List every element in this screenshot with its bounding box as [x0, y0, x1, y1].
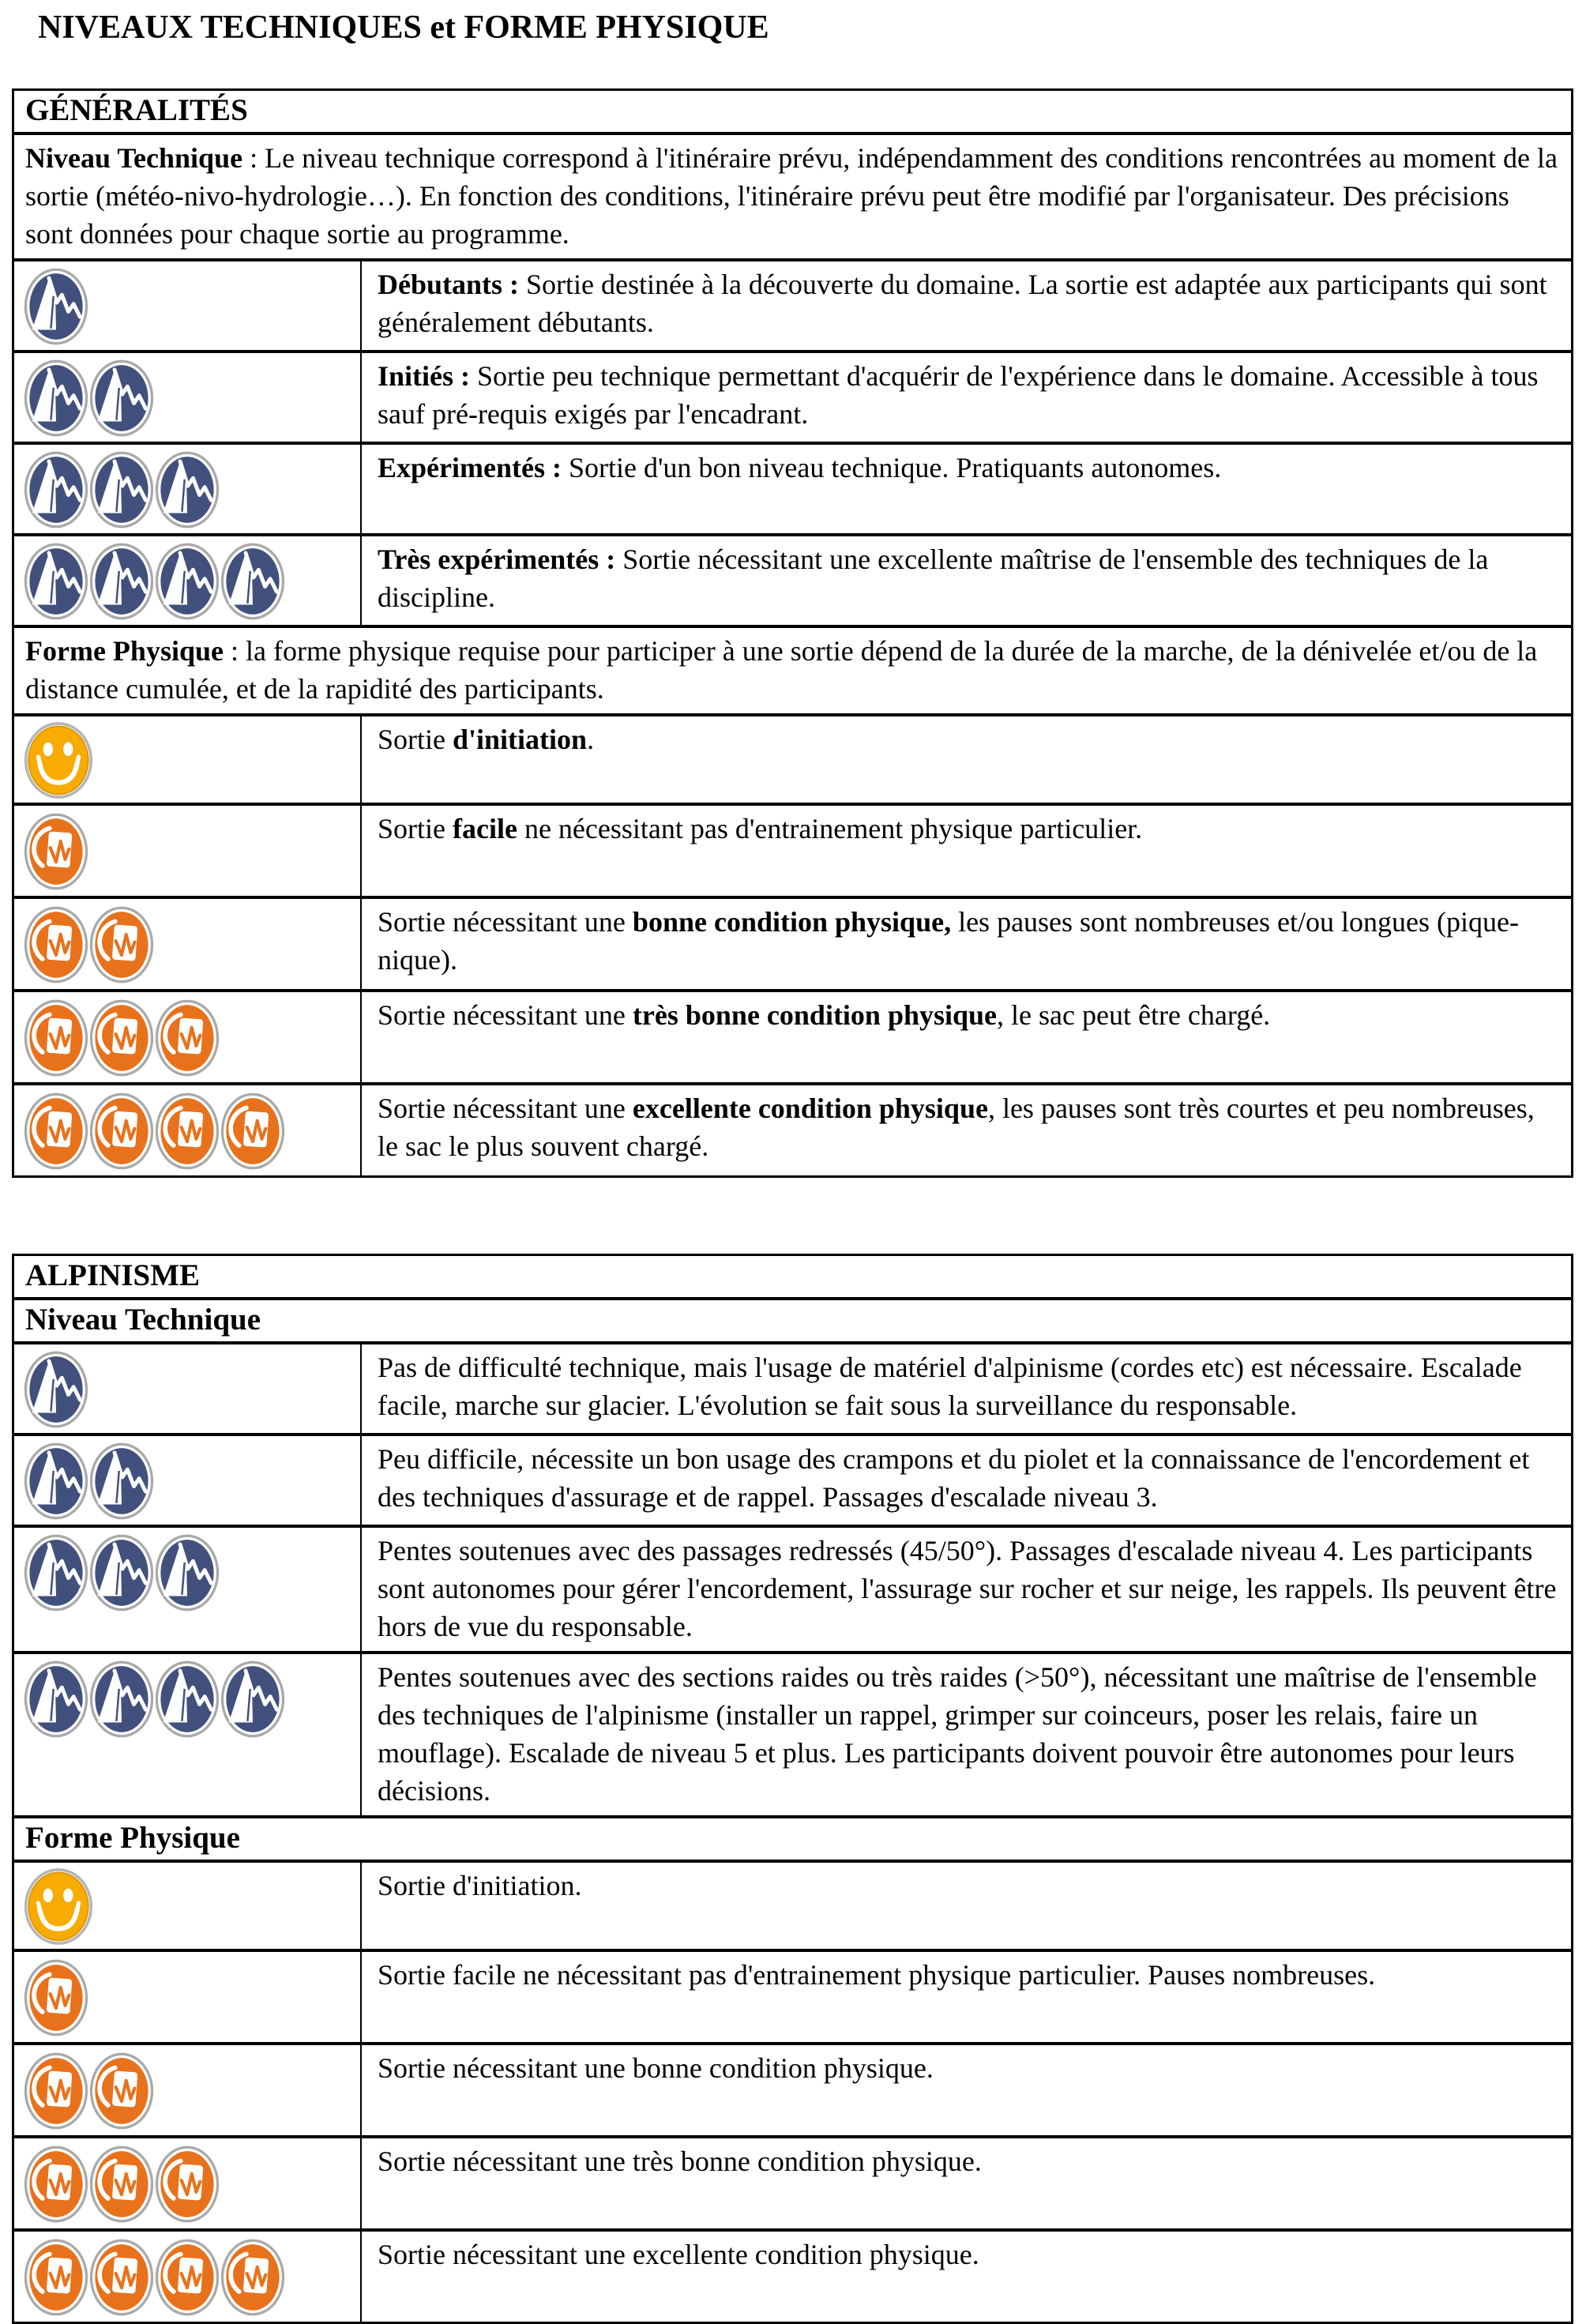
- generalites-row-level: [14, 353, 1571, 445]
- fitness-badge-icon: [155, 1090, 220, 1172]
- generalites-row-header: [14, 91, 1571, 135]
- generalites-table: [12, 88, 1573, 1178]
- level-icon-cell: [14, 1085, 360, 1175]
- level-description-cell: [360, 1863, 1571, 1949]
- bold-text-segment: excellente condition physique: [632, 1092, 988, 1124]
- alpinisme-row-level: [14, 1528, 1571, 1654]
- page-title: NIVEAUX TECHNIQUES et FORME PHYSIQUE: [38, 9, 769, 46]
- level-description-cell: [360, 2045, 1571, 2135]
- level-icon-cell: [14, 2232, 360, 2322]
- text-segment: Sortie: [378, 724, 453, 755]
- text-segment: Pentes soutenues avec des sections raides ou très raides (>50°), nécessitant une maîtrise de l'ensemble des techniques de l'alpinisme (installer un rappel, grimper sur coinceurs, poser les relais, faire un mouflage). Escalade de niveau 5 et plus. Les participants doivent pouvoir être autonomes pour leurs décisions.: [378, 1661, 1544, 1807]
- generalites-row-level: [14, 899, 1571, 992]
- level-description-cell: [360, 536, 1571, 625]
- mountain-badge-icon: [24, 266, 88, 347]
- fitness-badge-icon: [155, 2236, 220, 2318]
- generalites-row-level: [14, 445, 1571, 536]
- fitness-badge-icon: [220, 2236, 285, 2318]
- level-icon-cell: [14, 1436, 360, 1525]
- text-segment: Sortie nécessitant une excellente maîtrise de l'ensemble des techniques de la discipline.: [378, 543, 1496, 613]
- level-description-cell: [360, 261, 1571, 350]
- mountain-badge-icon: [89, 358, 154, 438]
- mountain-badge-icon: [24, 358, 88, 438]
- fitness-badge-icon: [89, 2236, 154, 2318]
- mountain-badge-icon: [24, 449, 88, 530]
- bold-text-segment: Niveau Technique: [25, 142, 243, 174]
- bold-text-segment: Très expérimentés :: [378, 543, 616, 575]
- text-segment: : la forme physique requise pour participer à une sortie dépend de la durée de la marche, de la dénivelée et/ou de la distance cumulée, et de la rapidité des participants.: [25, 635, 1545, 705]
- alpinisme-row-level: [14, 2045, 1571, 2138]
- mountain-badge-icon: [89, 1659, 154, 1739]
- generalites-row-paragraph: [14, 135, 1571, 261]
- level-icon-cell: [14, 2045, 360, 2135]
- fitness-badge-icon: [89, 2143, 154, 2225]
- level-description-cell: [360, 899, 1571, 989]
- text-segment: Sortie nécessitant une bonne condition physique.: [378, 2052, 934, 2084]
- mountain-badge-icon: [220, 1659, 285, 1739]
- document-page: [0, 8, 1586, 2270]
- level-description-cell: [360, 353, 1571, 442]
- level-icon-cell: [14, 1952, 360, 2042]
- level-icon-cell: [14, 353, 360, 442]
- level-icon-cell: [14, 806, 360, 896]
- smiley-icon: [24, 721, 93, 799]
- level-description-cell: [360, 1952, 1571, 2042]
- text-segment: Sortie d'un bon niveau technique. Pratiquants autonomes.: [561, 452, 1222, 483]
- fitness-badge-icon: [24, 1090, 88, 1172]
- mountain-badge-icon: [24, 1532, 88, 1613]
- text-segment: les pauses sont nombreuses et/ou longues (pique-nique).: [378, 906, 1519, 976]
- text-segment: Sortie facile ne nécessitant pas d'entrainement physique particulier. Pauses nombreuses.: [378, 1959, 1376, 1991]
- alpinisme-row-level: [14, 2232, 1571, 2322]
- level-description-cell: [360, 1654, 1571, 1815]
- level-description-cell: [360, 2232, 1571, 2322]
- level-icon-cell: [14, 261, 360, 350]
- level-icon-cell: [14, 445, 360, 533]
- level-icon-cell: [14, 1654, 360, 1815]
- alpinisme-row-level: [14, 2138, 1571, 2232]
- fitness-badge-icon: [89, 904, 154, 986]
- generalites-row-paragraph: [14, 628, 1571, 716]
- alpinisme-row-header: [14, 1256, 1571, 1300]
- generalites-row-level: [14, 806, 1571, 899]
- level-description-cell: [360, 806, 1571, 896]
- level-description-cell: [360, 1344, 1571, 1433]
- text-segment: Peu difficile, nécessite un bon usage des crampons et du piolet et la connaissance de l'encordement et des techniques d'assurage et de rappel. Passages d'escalade niveau 3.: [378, 1443, 1537, 1513]
- text-segment: Pentes soutenues avec des passages redressés (45/50°). Passages d'escalade niveau 4. Les participants sont autonomes pour gérer l'encordement, l'assurage sur rocher et sur neige, les rappels. Ils peuvent être hors de vue du responsable.: [378, 1535, 1564, 1642]
- text-segment: : Le niveau technique correspond à l'itinéraire prévu, indépendamment des conditions rencontrées au moment de la sortie (météo-nivo-hydrologie…). En fonction des conditions, l'itinéraire prévu peut être modifié par l'organisateur. Des précisions sont données pour chaque sortie au programme.: [25, 142, 1565, 250]
- text-segment: Sortie peu technique permettant d'acquérir de l'expérience dans le domaine. Accessible à tous sauf pré-requis exigés par l'encadrant.: [378, 360, 1546, 430]
- bold-text-segment: ALPINISME: [25, 1258, 201, 1292]
- mountain-badge-icon: [24, 541, 88, 622]
- level-icon-cell: [14, 1344, 360, 1433]
- mountain-badge-icon: [24, 1349, 88, 1430]
- level-icon-cell: [14, 1863, 360, 1949]
- bold-text-segment: d'initiation: [453, 724, 588, 755]
- generalites-row-level: [14, 992, 1571, 1085]
- level-description-cell: [360, 992, 1571, 1082]
- generalites-row-level: [14, 261, 1571, 353]
- level-icon-cell: [14, 992, 360, 1082]
- text-segment: , le sac peut être chargé.: [997, 999, 1271, 1031]
- text-segment: ne nécessitant pas d'entrainement physique particulier.: [517, 813, 1143, 844]
- bold-text-segment: Expérimentés :: [378, 452, 562, 483]
- smiley-icon: [24, 1867, 93, 1946]
- mountain-badge-icon: [89, 1532, 154, 1613]
- level-icon-cell: [14, 1528, 360, 1651]
- level-description-cell: [360, 1085, 1571, 1175]
- fitness-badge-icon: [155, 997, 220, 1079]
- fitness-badge-icon: [24, 904, 88, 986]
- text-segment: .: [587, 724, 595, 755]
- fitness-badge-icon: [24, 2143, 88, 2225]
- text-segment: Pas de difficulté technique, mais l'usage de matériel d'alpinisme (cordes etc) est nécessaire. Escalade facile, marche sur glacier. L'évolution se fait sous la surveillance du responsable.: [378, 1352, 1529, 1421]
- fitness-badge-icon: [24, 1957, 88, 2039]
- fitness-badge-icon: [155, 2143, 220, 2225]
- alpinisme-row-level: [14, 1344, 1571, 1436]
- text-segment: Sortie: [378, 813, 453, 844]
- alpinisme-row-level: [14, 1863, 1571, 1952]
- level-icon-cell: [14, 716, 360, 803]
- text-segment: Sortie d'initiation.: [378, 1870, 582, 1901]
- text-segment: Sortie nécessitant une excellente condition physique.: [378, 2239, 979, 2270]
- mountain-badge-icon: [155, 1659, 220, 1739]
- alpinisme-row-level: [14, 1654, 1571, 1818]
- text-segment: , les pauses sont très courtes et peu nombreuses, le sac le plus souvent chargé.: [378, 1092, 1542, 1162]
- mountain-badge-icon: [220, 541, 285, 622]
- level-icon-cell: [14, 536, 360, 625]
- fitness-badge-icon: [24, 2050, 88, 2132]
- generalites-row-level: [14, 536, 1571, 628]
- bold-text-segment: très bonne condition physique: [632, 999, 998, 1031]
- fitness-badge-icon: [220, 1090, 285, 1172]
- text-segment: Sortie nécessitant une: [378, 999, 633, 1031]
- level-icon-cell: [14, 899, 360, 989]
- level-icon-cell: [14, 2138, 360, 2228]
- fitness-badge-icon: [89, 2050, 154, 2132]
- bold-text-segment: Forme Physique: [25, 1821, 240, 1855]
- generalites-row-level: [14, 1085, 1571, 1175]
- mountain-badge-icon: [155, 541, 220, 622]
- fitness-badge-icon: [24, 2236, 88, 2318]
- fitness-badge-icon: [89, 997, 154, 1079]
- bold-text-segment: Niveau Technique: [25, 1303, 261, 1337]
- alpinisme-row-subheader: [14, 1300, 1571, 1344]
- mountain-badge-icon: [24, 1659, 88, 1739]
- text-segment: Sortie destinée à la découverte du domaine. La sortie est adaptée aux participants qui sont généralement débutants.: [378, 269, 1554, 338]
- text-segment: Sortie nécessitant une: [378, 906, 633, 938]
- mountain-badge-icon: [89, 541, 154, 622]
- fitness-badge-icon: [24, 810, 88, 893]
- bold-text-segment: Forme Physique: [25, 635, 224, 667]
- bold-text-segment: bonne condition physique,: [632, 906, 952, 938]
- alpinisme-table: [12, 1254, 1573, 2324]
- level-description-cell: [360, 2138, 1571, 2228]
- text-segment: Sortie nécessitant une: [378, 1092, 633, 1124]
- level-description-cell: [360, 1528, 1571, 1651]
- alpinisme-row-subheader: [14, 1818, 1571, 1863]
- alpinisme-row-level: [14, 1436, 1571, 1528]
- generalites-row-level: [14, 716, 1571, 806]
- level-description-cell: [360, 1436, 1571, 1525]
- mountain-badge-icon: [155, 1532, 220, 1613]
- mountain-badge-icon: [89, 449, 154, 530]
- mountain-badge-icon: [155, 449, 220, 530]
- bold-text-segment: Initiés :: [378, 360, 470, 392]
- level-description-cell: [360, 716, 1571, 803]
- alpinisme-row-level: [14, 1952, 1571, 2045]
- text-segment: Sortie nécessitant une très bonne condition physique.: [378, 2145, 982, 2177]
- fitness-badge-icon: [89, 1090, 154, 1172]
- mountain-badge-icon: [89, 1441, 154, 1521]
- mountain-badge-icon: [24, 1441, 88, 1521]
- fitness-badge-icon: [24, 997, 88, 1079]
- level-description-cell: [360, 445, 1571, 533]
- bold-text-segment: Débutants :: [378, 269, 520, 300]
- bold-text-segment: facile: [453, 813, 517, 844]
- bold-text-segment: GÉNÉRALITÉS: [25, 93, 248, 127]
